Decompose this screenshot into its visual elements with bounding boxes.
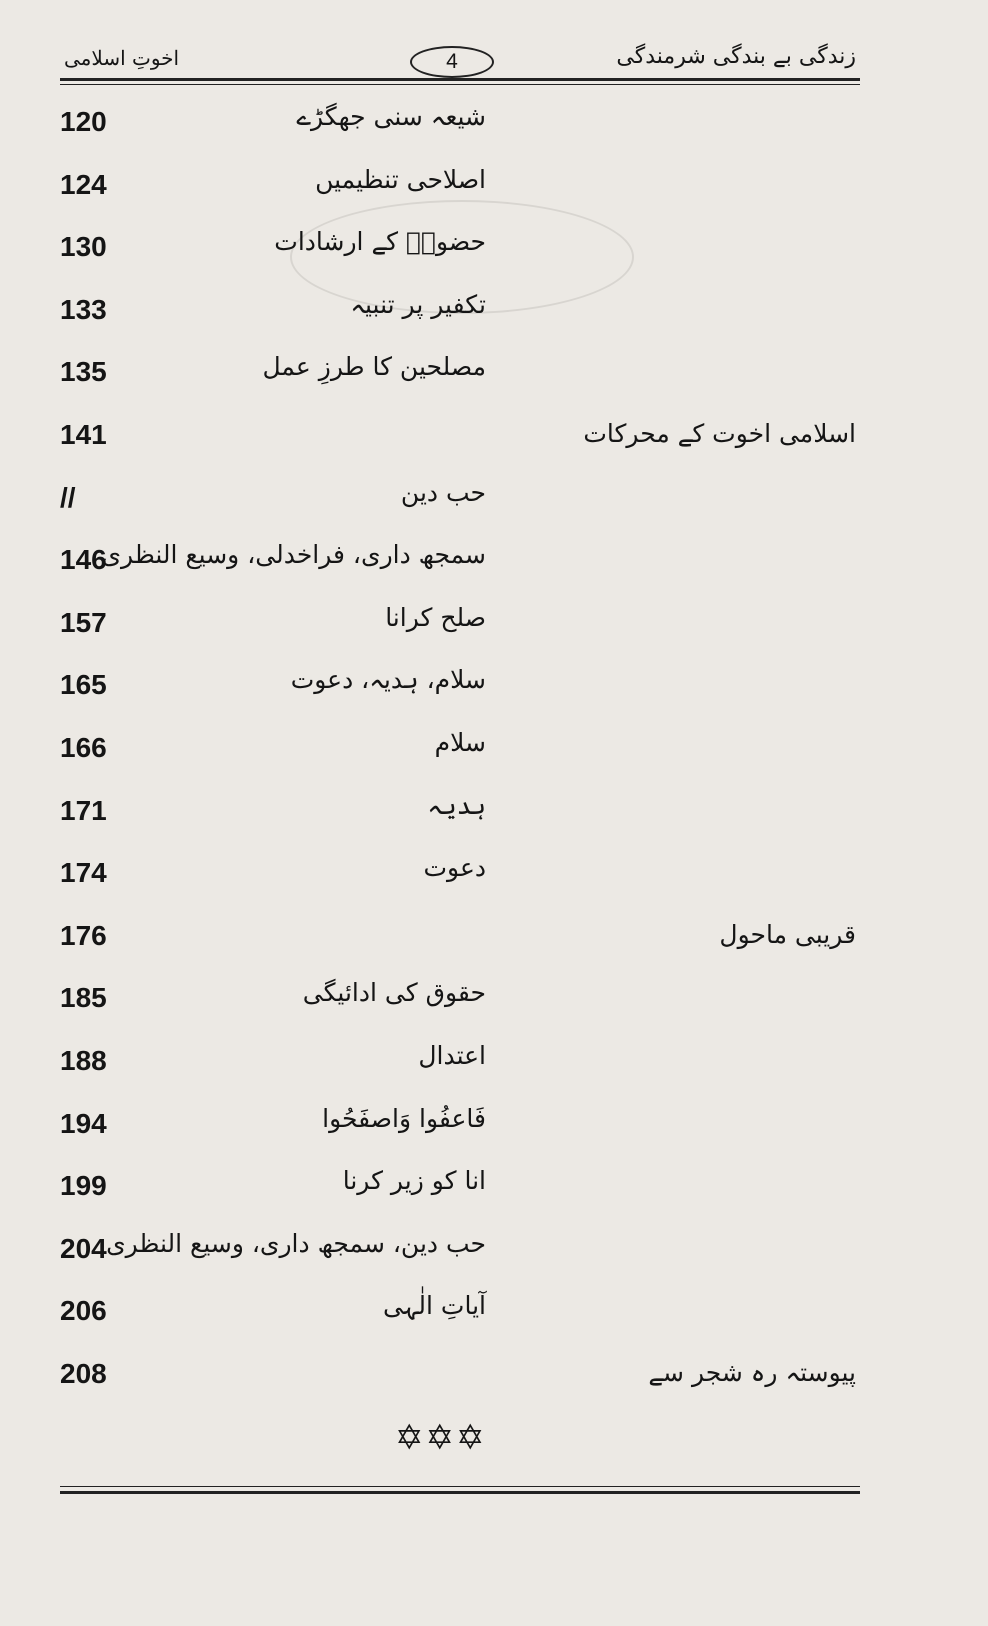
page-ref: 204 bbox=[60, 1232, 107, 1264]
page-ref: 194 bbox=[60, 1107, 107, 1139]
subheading: تکفیر پر تنبیہ bbox=[350, 289, 486, 319]
toc-row bbox=[0, 1289, 988, 1339]
page-ref: 199 bbox=[60, 1170, 107, 1202]
page-ref: // bbox=[60, 481, 76, 513]
toc-row bbox=[0, 1352, 988, 1402]
header-rule bbox=[60, 78, 860, 81]
page-ref: 146 bbox=[60, 544, 107, 576]
main-heading: اسلامی اخوت کے محرکات bbox=[583, 419, 856, 448]
toc-row bbox=[0, 225, 988, 275]
subheading: ہدیہ bbox=[427, 790, 486, 820]
page-ref: 208 bbox=[60, 1358, 107, 1389]
footer-rule-thin bbox=[60, 1486, 860, 1487]
page-number: 4 bbox=[410, 46, 494, 78]
subheading: حضورؐ کے ارشادات bbox=[274, 227, 486, 257]
subheading: سلام، ہدیہ، دعوت bbox=[290, 665, 486, 695]
page-ref: 176 bbox=[60, 919, 107, 951]
page-header bbox=[0, 40, 988, 90]
page-ref: 135 bbox=[60, 356, 107, 388]
toc-row bbox=[0, 663, 988, 713]
book-title: اخوتِ اسلامی bbox=[64, 46, 180, 70]
subheading: شیعہ سنی جھگڑے bbox=[296, 102, 486, 131]
subheading: اعتدال bbox=[418, 1041, 486, 1070]
toc-row bbox=[0, 1039, 988, 1089]
subheading: انا کو زیر کرنا bbox=[342, 1166, 486, 1196]
toc-row bbox=[0, 100, 988, 150]
page-ref: 206 bbox=[60, 1295, 107, 1327]
page-ref: 166 bbox=[60, 732, 107, 763]
toc-row bbox=[0, 476, 988, 526]
page-ref: 124 bbox=[60, 168, 107, 200]
page-ref: 174 bbox=[60, 857, 107, 889]
subheading: دعوت bbox=[423, 853, 486, 883]
subheading: اصلاحی تنظیمیں bbox=[315, 164, 486, 194]
toc-row bbox=[0, 1164, 988, 1214]
subheading: صلح کرانا bbox=[385, 602, 486, 632]
page-ref: 133 bbox=[60, 293, 107, 325]
toc-row bbox=[0, 163, 988, 213]
header-rule-thin bbox=[60, 84, 860, 85]
toc-row bbox=[0, 288, 988, 338]
subheading: سلام bbox=[434, 728, 486, 757]
toc-row bbox=[0, 789, 988, 839]
subheading: فَاعفُوا وَاصفَحُوا bbox=[322, 1103, 486, 1133]
page-ref: 141 bbox=[60, 419, 107, 450]
subheading: مصلحین کا طرزِ عمل bbox=[262, 352, 486, 382]
page-ref: 185 bbox=[60, 982, 107, 1014]
star-ornament: ✡✡✡ bbox=[395, 1418, 487, 1458]
subheading: آیاتِ الٰہی bbox=[382, 1291, 486, 1321]
page-ref: 188 bbox=[60, 1045, 107, 1076]
subheading: حب دین، سمجھ داری، وسیع النظری bbox=[106, 1228, 486, 1258]
page-ref: 171 bbox=[60, 794, 107, 826]
page-ref: 130 bbox=[60, 231, 107, 263]
subheading: حقوق کی ادائیگی bbox=[302, 978, 486, 1008]
toc-row bbox=[0, 350, 988, 400]
subheading: حب دین bbox=[400, 477, 486, 507]
toc-row bbox=[0, 1102, 988, 1152]
toc-row bbox=[0, 976, 988, 1026]
toc-row bbox=[0, 538, 988, 588]
subheading: سمجھ داری، فراخدلی، وسیع النظری bbox=[101, 540, 486, 570]
chapter-title: زندگی بے بندگی شرمندگی bbox=[616, 44, 856, 69]
page-ref: 157 bbox=[60, 606, 107, 638]
footer-rule bbox=[60, 1491, 860, 1494]
toc-row bbox=[0, 413, 988, 463]
toc-row bbox=[0, 851, 988, 901]
toc-row bbox=[0, 1227, 988, 1277]
toc-row bbox=[0, 726, 988, 776]
page-ref: 120 bbox=[60, 106, 107, 137]
toc-row bbox=[0, 601, 988, 651]
page-ref: 165 bbox=[60, 669, 107, 701]
main-heading: قریبی ماحول bbox=[719, 919, 856, 949]
main-heading: پیوستہ رہ شجر سے bbox=[648, 1358, 856, 1387]
toc-row bbox=[0, 914, 988, 964]
